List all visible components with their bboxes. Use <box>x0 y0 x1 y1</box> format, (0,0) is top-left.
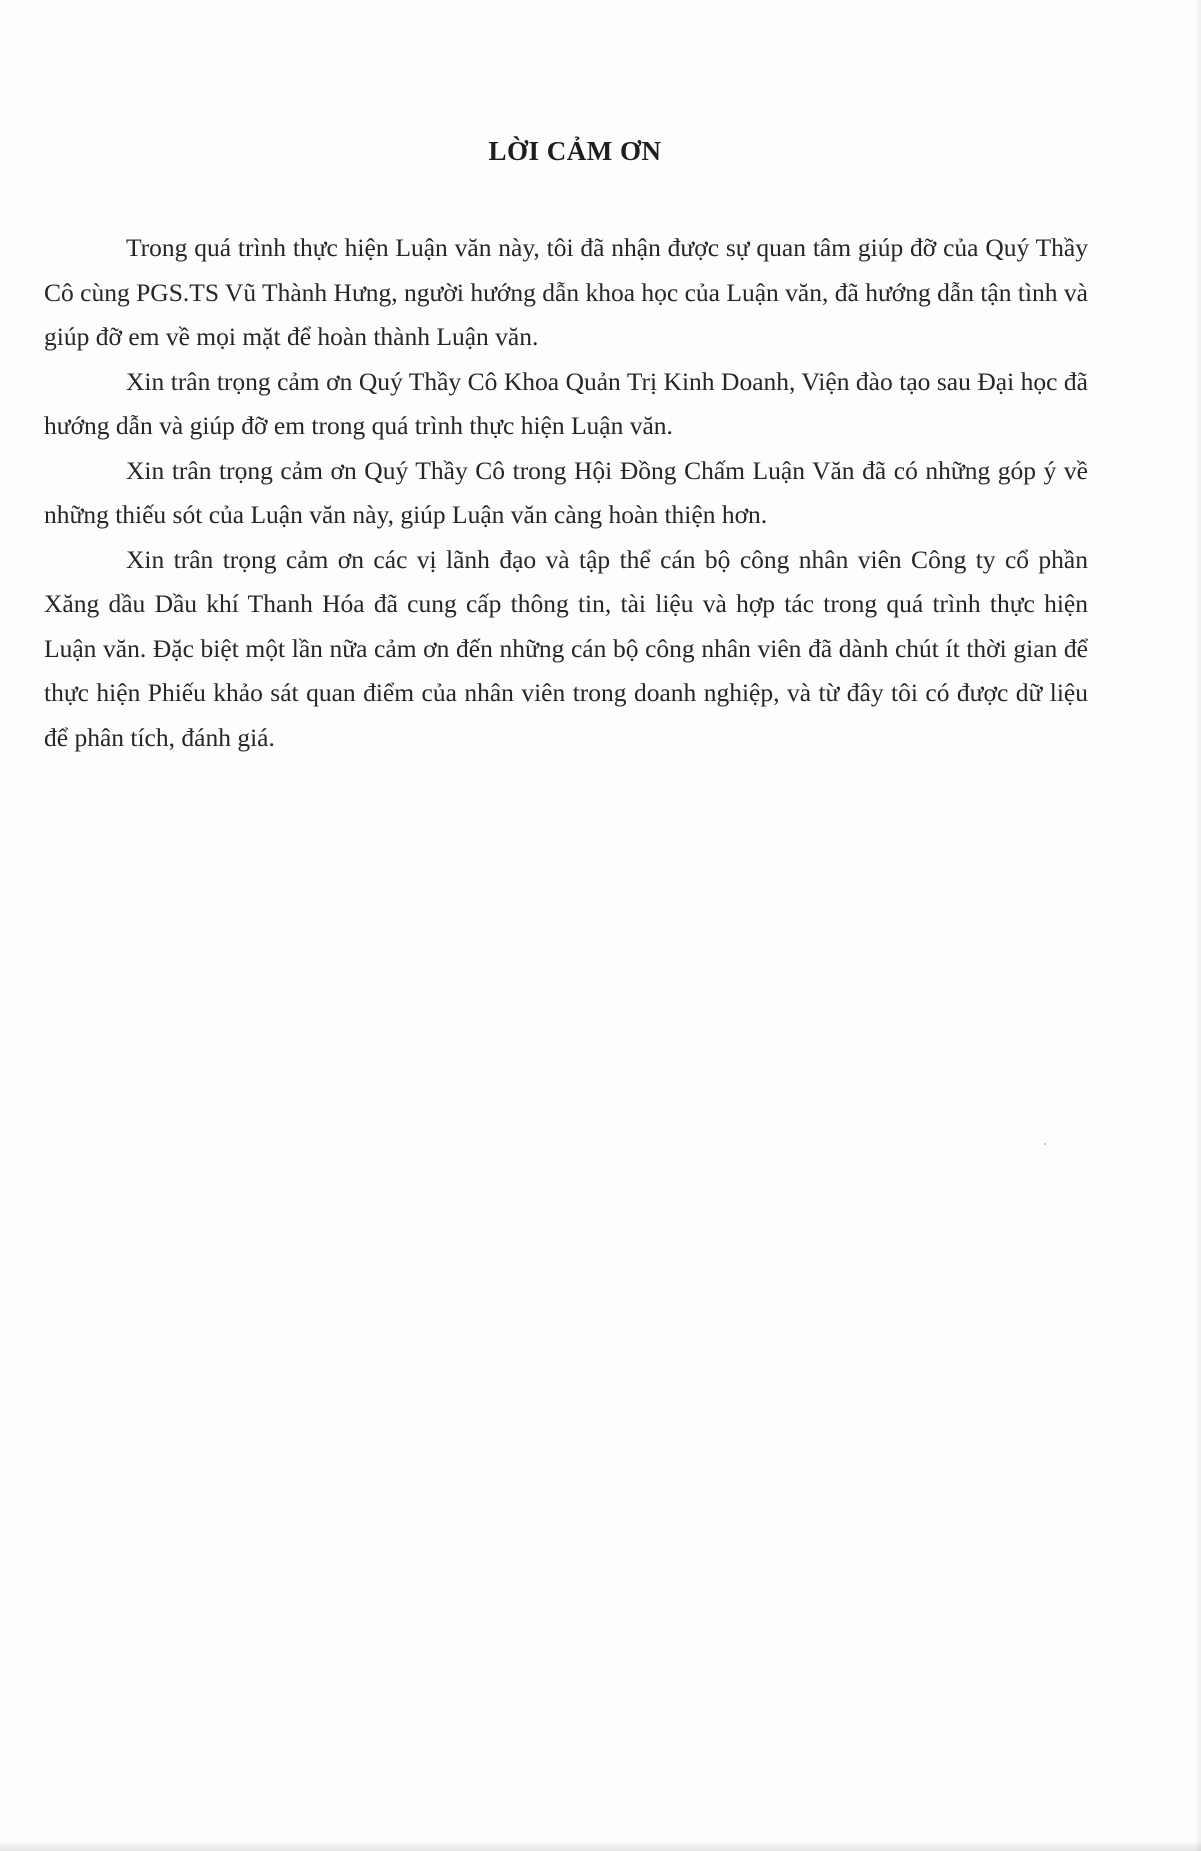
acknowledgement-body <box>44 226 1088 760</box>
scan-bottom-edge <box>0 1841 1201 1851</box>
scan-right-edge <box>1195 0 1201 1851</box>
scan-speck <box>1044 1143 1046 1145</box>
paragraph-2: Xin trân trọng cảm ơn Quý Thầy Cô Khoa Quản Trị Kinh Doanh, Viện đào tạo sau Đại học đã hướng dẫn và giúp đỡ em trong quá trình thực hiện Luận văn. <box>44 366 1088 440</box>
paragraph-3: Xin trân trọng cảm ơn Quý Thầy Cô trong Hội Đồng Chấm Luận Văn đã có những góp ý về những thiếu sót của Luận văn này, giúp Luận văn càng hoàn thiện hơn. <box>44 455 1088 529</box>
paragraph-1: Trong quá trình thực hiện Luận văn này, tôi đã nhận được sự quan tâm giúp đỡ của Quý Thầy Cô cùng PGS.TS Vũ Thành Hưng, người hướng dẫn khoa học của Luận văn, đã hướng dẫn tận tình và giúp đỡ em về mọi mặt để hoàn thành Luận văn. <box>44 233 1088 351</box>
paragraph-4: Xin trân trọng cảm ơn các vị lãnh đạo và tập thể cán bộ công nhân viên Công ty cổ phần Xăng dầu Dầu khí Thanh Hóa đã cung cấp thông tin, tài liệu và hợp tác trong quá trình thực hiện Luận văn. Đặc biệt một lần nữa cảm ơn đến những cán bộ công nhân viên đã dành chút ít thời gian để thực hiện Phiếu khảo sát quan điểm của nhân viên trong doanh nghiệp, và từ đây tôi có được dữ liệu để phân tích, đánh giá. <box>44 544 1088 752</box>
page-title: LỜI CẢM ƠN <box>488 136 662 166</box>
